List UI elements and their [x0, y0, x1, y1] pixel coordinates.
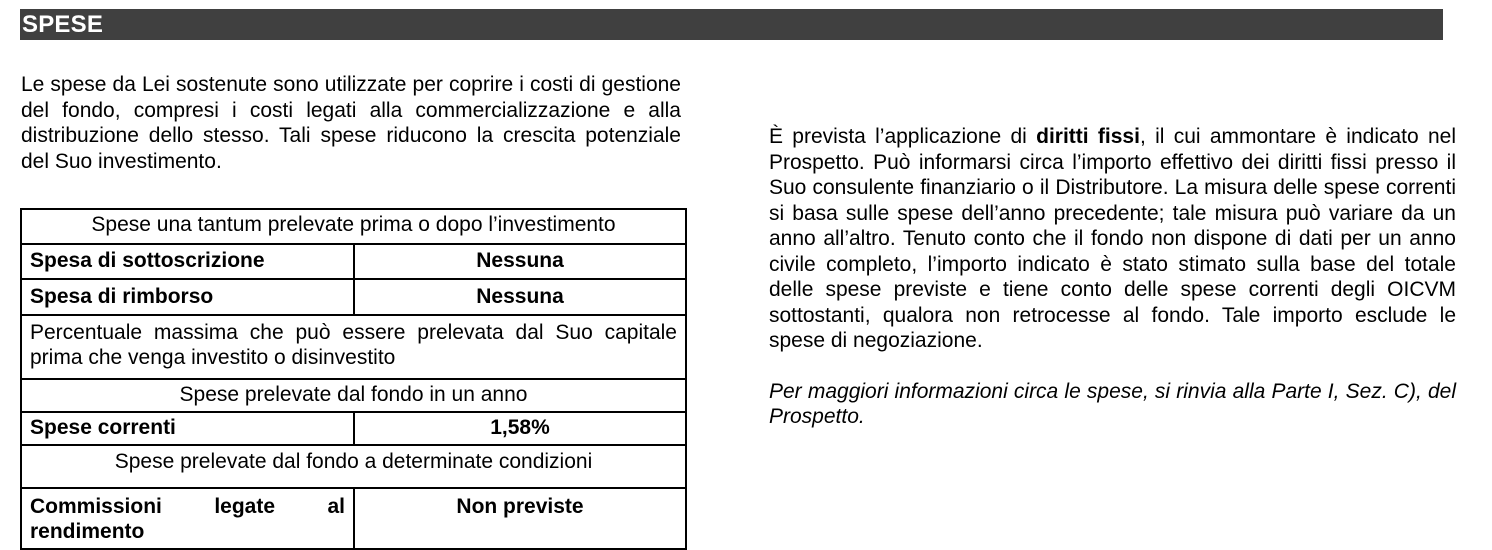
intro-paragraph: Le spese da Lei sostenute sono utilizzate per coprire i costi di gestione del fondo, compresi i costi legati alla commercializzazione e alla distribuzione dello stesso. Tali spese riducono la crescita potenziale del Suo investimento.	[21, 73, 681, 173]
explanation-body: , il cui ammontare è indicato nel Prospetto. Può informarsi circa l’importo effettivo dei diritti fissi presso il Suo consulente finanziario o il Distributore. La misura delle spese correnti si basa sulle spese dell’anno precedente; tale misura può variare da un anno all’altro. Tenuto conto che il fondo non dispone di dati per un anno civile completo, l’importo indicato è stato stimato sulla base del totale delle spese previste e tiene conto delle spese correnti degli OICVM sottostanti, qualora non retrocesse al fondo. Tale importo esclude le spese di negoziazione.	[769, 125, 1457, 352]
fees-table	[20, 208, 687, 550]
table-row	[21, 412, 686, 445]
performance-fee-label	[21, 488, 354, 549]
ongoing-charges-label: Spese correnti	[21, 412, 354, 445]
explanation-prefix: È prevista l’applicazione di	[769, 125, 1037, 148]
table-row	[21, 445, 686, 488]
prospectus-reference-note: Per maggiori informazioni circa le spese, si rinvia alla Parte I, Sez. C), del Prospetto.	[769, 379, 1456, 428]
table-row	[21, 315, 686, 379]
fixed-fees-term: diritti fissi	[1036, 125, 1140, 148]
section-title: SPESE	[22, 11, 104, 38]
performance-fee-label-line2: rendimento	[30, 520, 145, 543]
performance-fee-label-line1: Commissioni legate al	[30, 495, 346, 518]
table-row	[21, 488, 686, 549]
table-row	[21, 209, 686, 244]
fees-explanation-paragraph	[769, 124, 1456, 354]
fees-explanation	[769, 124, 1456, 430]
subscription-fee-value: Nessuna	[354, 244, 686, 279]
performance-fee-value: Non previste	[354, 488, 686, 549]
redemption-fee-value: Nessuna	[354, 279, 686, 315]
section-conditions-heading: Spese prelevate dal fondo a determinate condizioni	[21, 445, 686, 488]
section-one-time-heading: Spese una tantum prelevate prima o dopo l’investimento	[21, 209, 686, 244]
max-percentage-note: Percentuale massima che può essere prelevata dal Suo capitale prima che venga investito o disinvestito	[21, 315, 686, 379]
redemption-fee-label: Spesa di rimborso	[21, 279, 354, 315]
section-header-bar	[20, 9, 1443, 40]
subscription-fee-label: Spesa di sottoscrizione	[21, 244, 354, 279]
section-annual-heading: Spese prelevate dal fondo in un anno	[21, 379, 686, 412]
table-row	[21, 244, 686, 279]
table-row	[21, 279, 686, 315]
table-row	[21, 379, 686, 412]
ongoing-charges-value: 1,58%	[354, 412, 686, 445]
